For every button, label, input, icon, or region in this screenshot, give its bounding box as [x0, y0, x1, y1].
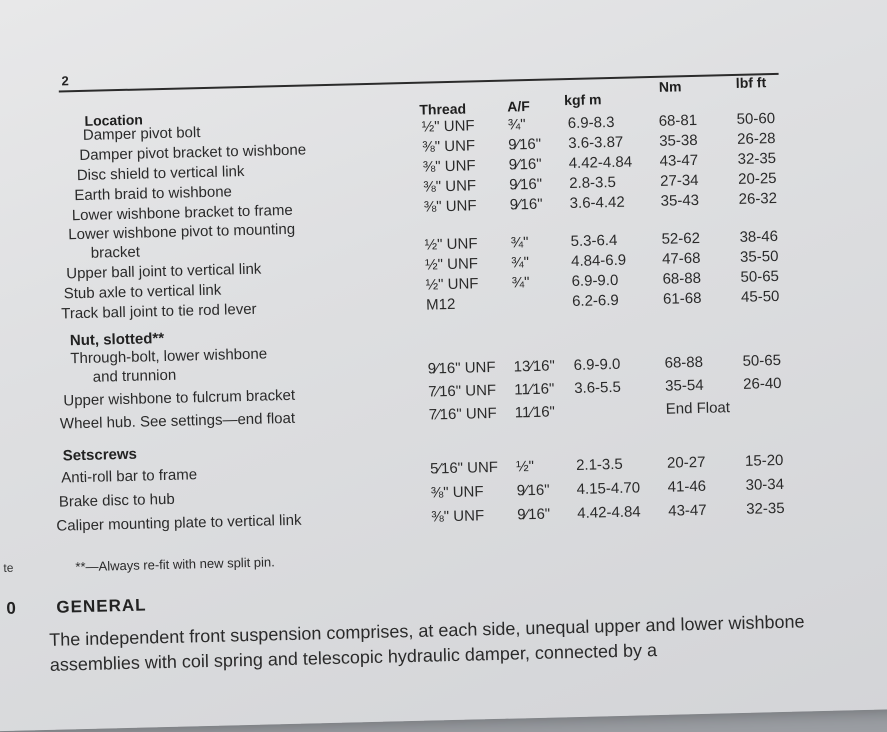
row-lbf-ft: 38-46 [739, 227, 779, 246]
row-kgf-m: 4.84-6.9 [570, 251, 627, 271]
row-nm: 68-81 [658, 111, 698, 130]
row-nm: 43-47 [659, 151, 699, 170]
row-lbf-ft: 50-60 [736, 109, 776, 128]
row-thread: ⅜" UNF [422, 137, 476, 156]
header-location: Location [84, 111, 144, 129]
row-af: 9⁄16" [509, 195, 543, 214]
row-af: 9⁄16" [516, 481, 550, 500]
row-kgf-m: 6.9-8.3 [567, 113, 615, 133]
row-lbf-ft: 26-28 [736, 129, 776, 148]
row-nm: 20-27 [666, 453, 706, 472]
page-number: 2 [61, 73, 69, 89]
row-kgf-m: 6.2-6.9 [571, 291, 619, 311]
row-kgf-m: 6.9-9.0 [571, 271, 619, 291]
row-af: ¾" [507, 116, 526, 134]
row-location: Lower wishbone pivot to mounting [68, 220, 296, 244]
row-location: Damper pivot bolt [82, 124, 201, 144]
row-nm: 35-54 [664, 376, 704, 395]
row-thread: ½" UNF [424, 255, 479, 274]
row-af: 11⁄16" [514, 380, 555, 399]
row-nm: End Float [665, 399, 731, 418]
section-number: 0 [6, 598, 17, 618]
row-lbf-ft: 35-50 [739, 247, 779, 266]
section-setscrews: Setscrews [62, 445, 138, 465]
row-af: 11⁄16" [514, 403, 556, 422]
row-location: Anti-roll bar to frame [61, 466, 198, 487]
row-location: Earth braid to wishbone [74, 183, 233, 205]
row-kgf-m: 3.6-5.5 [574, 378, 622, 397]
row-af: 9⁄16" [508, 135, 542, 154]
row-lbf-ft: 20-25 [737, 169, 777, 188]
row-af: 9⁄16" [517, 505, 551, 524]
row-thread: 7⁄16" UNF [428, 381, 497, 401]
row-kgf-m: 3.6-3.87 [568, 133, 624, 153]
row-lbf-ft: 26-32 [738, 189, 778, 208]
row-location-continued: and trunnion [92, 366, 177, 386]
row-kgf-m: 4.42-4.84 [577, 503, 641, 522]
row-thread: M12 [425, 295, 456, 314]
header-lbf: lbf ft [735, 74, 767, 91]
row-thread: ⅜" UNF [430, 483, 484, 502]
row-location: Damper pivot bracket to wishbone [79, 141, 307, 164]
row-location: Track ball joint to tie rod lever [61, 300, 257, 323]
header-thread: Thread [419, 100, 467, 118]
row-af: 9⁄16" [509, 175, 543, 194]
header-af: A/F [507, 97, 531, 115]
row-nm: 68-88 [664, 353, 704, 372]
row-af: ¾" [510, 234, 529, 252]
section-nut-slotted: Nut, slotted** [69, 329, 165, 350]
row-location: Caliper mounting plate to vertical link [56, 511, 302, 535]
row-nm: 47-68 [661, 249, 701, 268]
row-nm: 68-88 [662, 269, 702, 288]
row-thread: ⅜" UNF [423, 177, 477, 196]
row-thread: 5⁄16" UNF [429, 458, 499, 478]
row-af: ½" [515, 457, 535, 476]
row-thread: ⅜" UNF [423, 197, 477, 216]
row-kgf-m: 3.6-4.42 [569, 193, 625, 213]
row-thread: 7⁄16" UNF [428, 404, 497, 424]
row-kgf-m: 6.9-9.0 [573, 355, 621, 374]
row-location: Wheel hub. See settings—end float [59, 409, 296, 433]
row-nm: 52-62 [661, 229, 701, 248]
row-lbf-ft: 32-35 [746, 499, 785, 518]
row-lbf-ft: 50-65 [740, 267, 780, 286]
row-nm: 41-46 [667, 477, 707, 496]
row-location: Brake disc to hub [58, 490, 175, 511]
row-location: Through-bolt, lower wishbone [70, 345, 268, 368]
footnote: **—Always re-fit with new split pin. [75, 554, 275, 575]
general-body-text: The independent front suspension comprises, at each side, unequal upper and lower wishbone assemblies with coil spring and telescopic hydraulic damper, connected by a [48, 611, 805, 675]
row-kgf-m: 4.15-4.70 [576, 479, 641, 498]
row-location: Disc shield to vertical link [76, 162, 245, 185]
row-nm: 27-34 [659, 171, 699, 190]
margin-note: te [3, 560, 14, 575]
row-af: ¾" [510, 254, 530, 272]
row-af: 13⁄16" [513, 357, 556, 376]
row-lbf-ft: 32-35 [737, 149, 777, 168]
row-nm: 43-47 [668, 501, 707, 520]
row-thread: ⅜" UNF [431, 507, 485, 526]
row-lbf-ft: 30-34 [745, 475, 785, 494]
row-lbf-ft: 26-40 [742, 374, 782, 393]
section-title-general: GENERAL [56, 595, 147, 617]
row-thread: ½" UNF [424, 235, 478, 254]
row-kgf-m: 4.42-4.84 [568, 153, 633, 173]
row-lbf-ft: 15-20 [744, 451, 784, 470]
row-kgf-m: 2.8-3.5 [569, 173, 617, 193]
row-location: Stub axle to vertical link [63, 281, 222, 303]
row-location: Upper ball joint to vertical link [66, 260, 262, 283]
row-lbf-ft: 50-65 [742, 351, 782, 370]
header-nm: Nm [658, 78, 682, 95]
row-thread: ½" UNF [425, 275, 479, 294]
row-kgf-m: 2.1-3.5 [575, 455, 623, 474]
row-lbf-ft: 45-50 [740, 287, 780, 306]
row-thread: ½" UNF [421, 117, 475, 136]
row-nm: 61-68 [662, 289, 702, 308]
row-af: 9⁄16" [508, 155, 542, 174]
row-nm: 35-43 [660, 191, 700, 210]
row-location: Upper wishbone to fulcrum bracket [63, 386, 296, 410]
row-kgf-m: 5.3-6.4 [570, 231, 618, 251]
row-location: Lower wishbone bracket to frame [71, 201, 293, 225]
header-kgf: kgf m [563, 91, 602, 109]
row-af: ¾" [511, 274, 530, 292]
row-location-continued: bracket [90, 243, 141, 262]
row-nm: 35-38 [659, 131, 698, 150]
row-thread: 9⁄16" UNF [427, 358, 496, 378]
row-thread: ⅜" UNF [422, 157, 476, 176]
